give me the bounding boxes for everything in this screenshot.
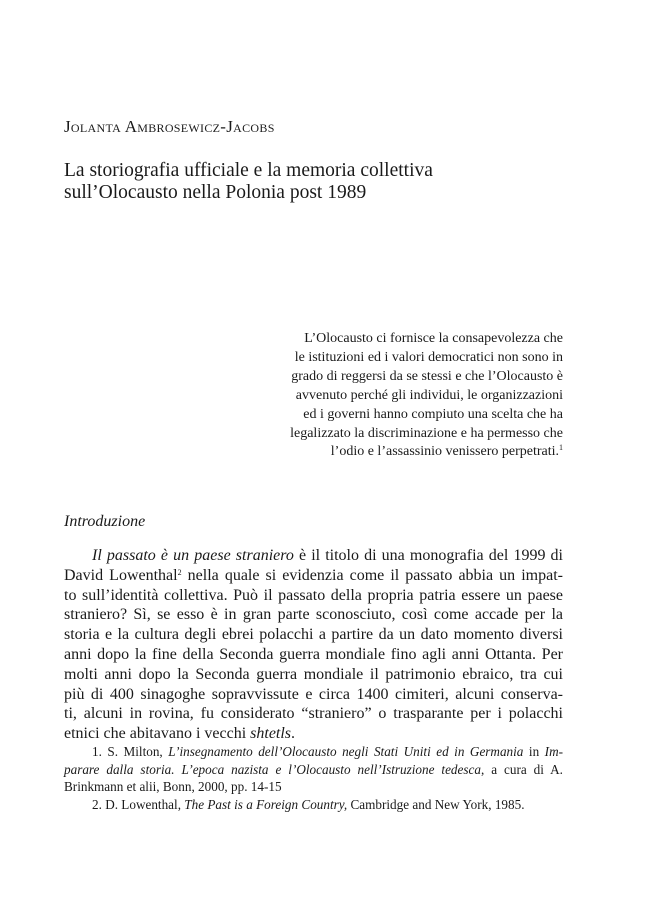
body-line: anni dopo la fine della Seconda guerra mondiale fino agli anni Ottanta. Per (64, 645, 563, 663)
body-text: è il titolo di una monografia del 1999 di (293, 547, 564, 564)
epigraph-line: le istituzioni ed i valori democratici non sono in (294, 349, 563, 365)
footnote-line (64, 796, 563, 814)
epigraph-line: grado di reggersi da se stessi e che l’Olocausto è (291, 368, 563, 384)
footnote-line (64, 761, 563, 779)
cited-title: The Past is a Foreign Country, (184, 796, 348, 812)
body-paragraph (64, 546, 563, 744)
cited-title: L’insegnamento dell’Olocausto negli Stati Uniti ed in Germania (168, 744, 524, 759)
footnote-text: , a cura di A. (480, 761, 563, 777)
epigraph-line: legalizzato la discriminazione e ha permesso che (290, 425, 563, 441)
footnote-ref: 1 (559, 443, 563, 453)
epigraph-line: L’Olocausto ci fornisce la consapevolezza che (304, 331, 563, 346)
footnote-ref: 2 (177, 567, 182, 577)
book-title: Il passato è un paese straniero (92, 547, 294, 564)
footnote-line (64, 743, 563, 761)
epigraph-text: l’odio e l’assassinio venissero perpetrati. (330, 444, 559, 460)
epigraph-line: ed i governi hanno compiuto una scelta che ha (303, 406, 563, 422)
author-name: Jolanta Ambrosewicz-Jacobs (64, 117, 275, 136)
cited-title: Im- (544, 744, 563, 759)
epigraph-line: avvenuto perché gli individui, le organizzazioni (295, 387, 563, 403)
footnote-text: in (523, 744, 545, 759)
footnotes (64, 743, 563, 813)
body-line: to sull’identità collettiva. Può il passato della propria patria essere un paese (64, 586, 563, 604)
body-line (64, 724, 563, 744)
footnote-line: Brinkmann et alii, Bonn, 2000, pp. 14-15 (64, 779, 282, 794)
body-line (64, 566, 563, 586)
body-line: straniero? Sì, se esso è in gran parte sconosciuto, così come accade per la (64, 606, 563, 624)
body-line: ti, alcuni in rovina, fu considerato “straniero” o trasparante per i polacchi (64, 705, 563, 723)
body-text: David Lowenthal (64, 566, 178, 584)
chapter-title-line: La storiografia ufficiale e la memoria collettiva (64, 160, 433, 181)
body-line: molti anni dopo la Seconda guerra mondiale il patrimonio ebraico, tra cui (64, 665, 563, 683)
section-heading: Introduzione (64, 513, 146, 530)
body-text: nella quale si evidenzia come il passato abbia un impat- (181, 566, 563, 584)
cited-title: parare dalla storia. L’epoca nazista e l’Olocausto nell’Istruzione tedesca (64, 761, 481, 777)
body-text: etnici che abitavano i vecchi (64, 725, 251, 743)
body-line: storia e la cultura degli ebrei polacchi a partire da un dato momento diversi (64, 626, 563, 644)
footnote-text: 1. S. Milton, (92, 744, 169, 759)
chapter-title (64, 160, 604, 204)
body-text: . (291, 725, 296, 743)
epigraph (240, 330, 563, 462)
body-line (64, 546, 563, 566)
epigraph-line (240, 443, 563, 462)
italic-term: shtetls (250, 725, 292, 743)
body-line: più di 400 sinagoghe sopravvissute e circa 1400 cimiteri, alcuni conserva- (64, 685, 563, 703)
chapter-title-line: sull’Olocausto nella Polonia post 1989 (64, 182, 367, 203)
footnote-text: Cambridge and New York, 1985. (347, 796, 525, 812)
footnote-text: 2. D. Lowenthal, (92, 796, 185, 812)
